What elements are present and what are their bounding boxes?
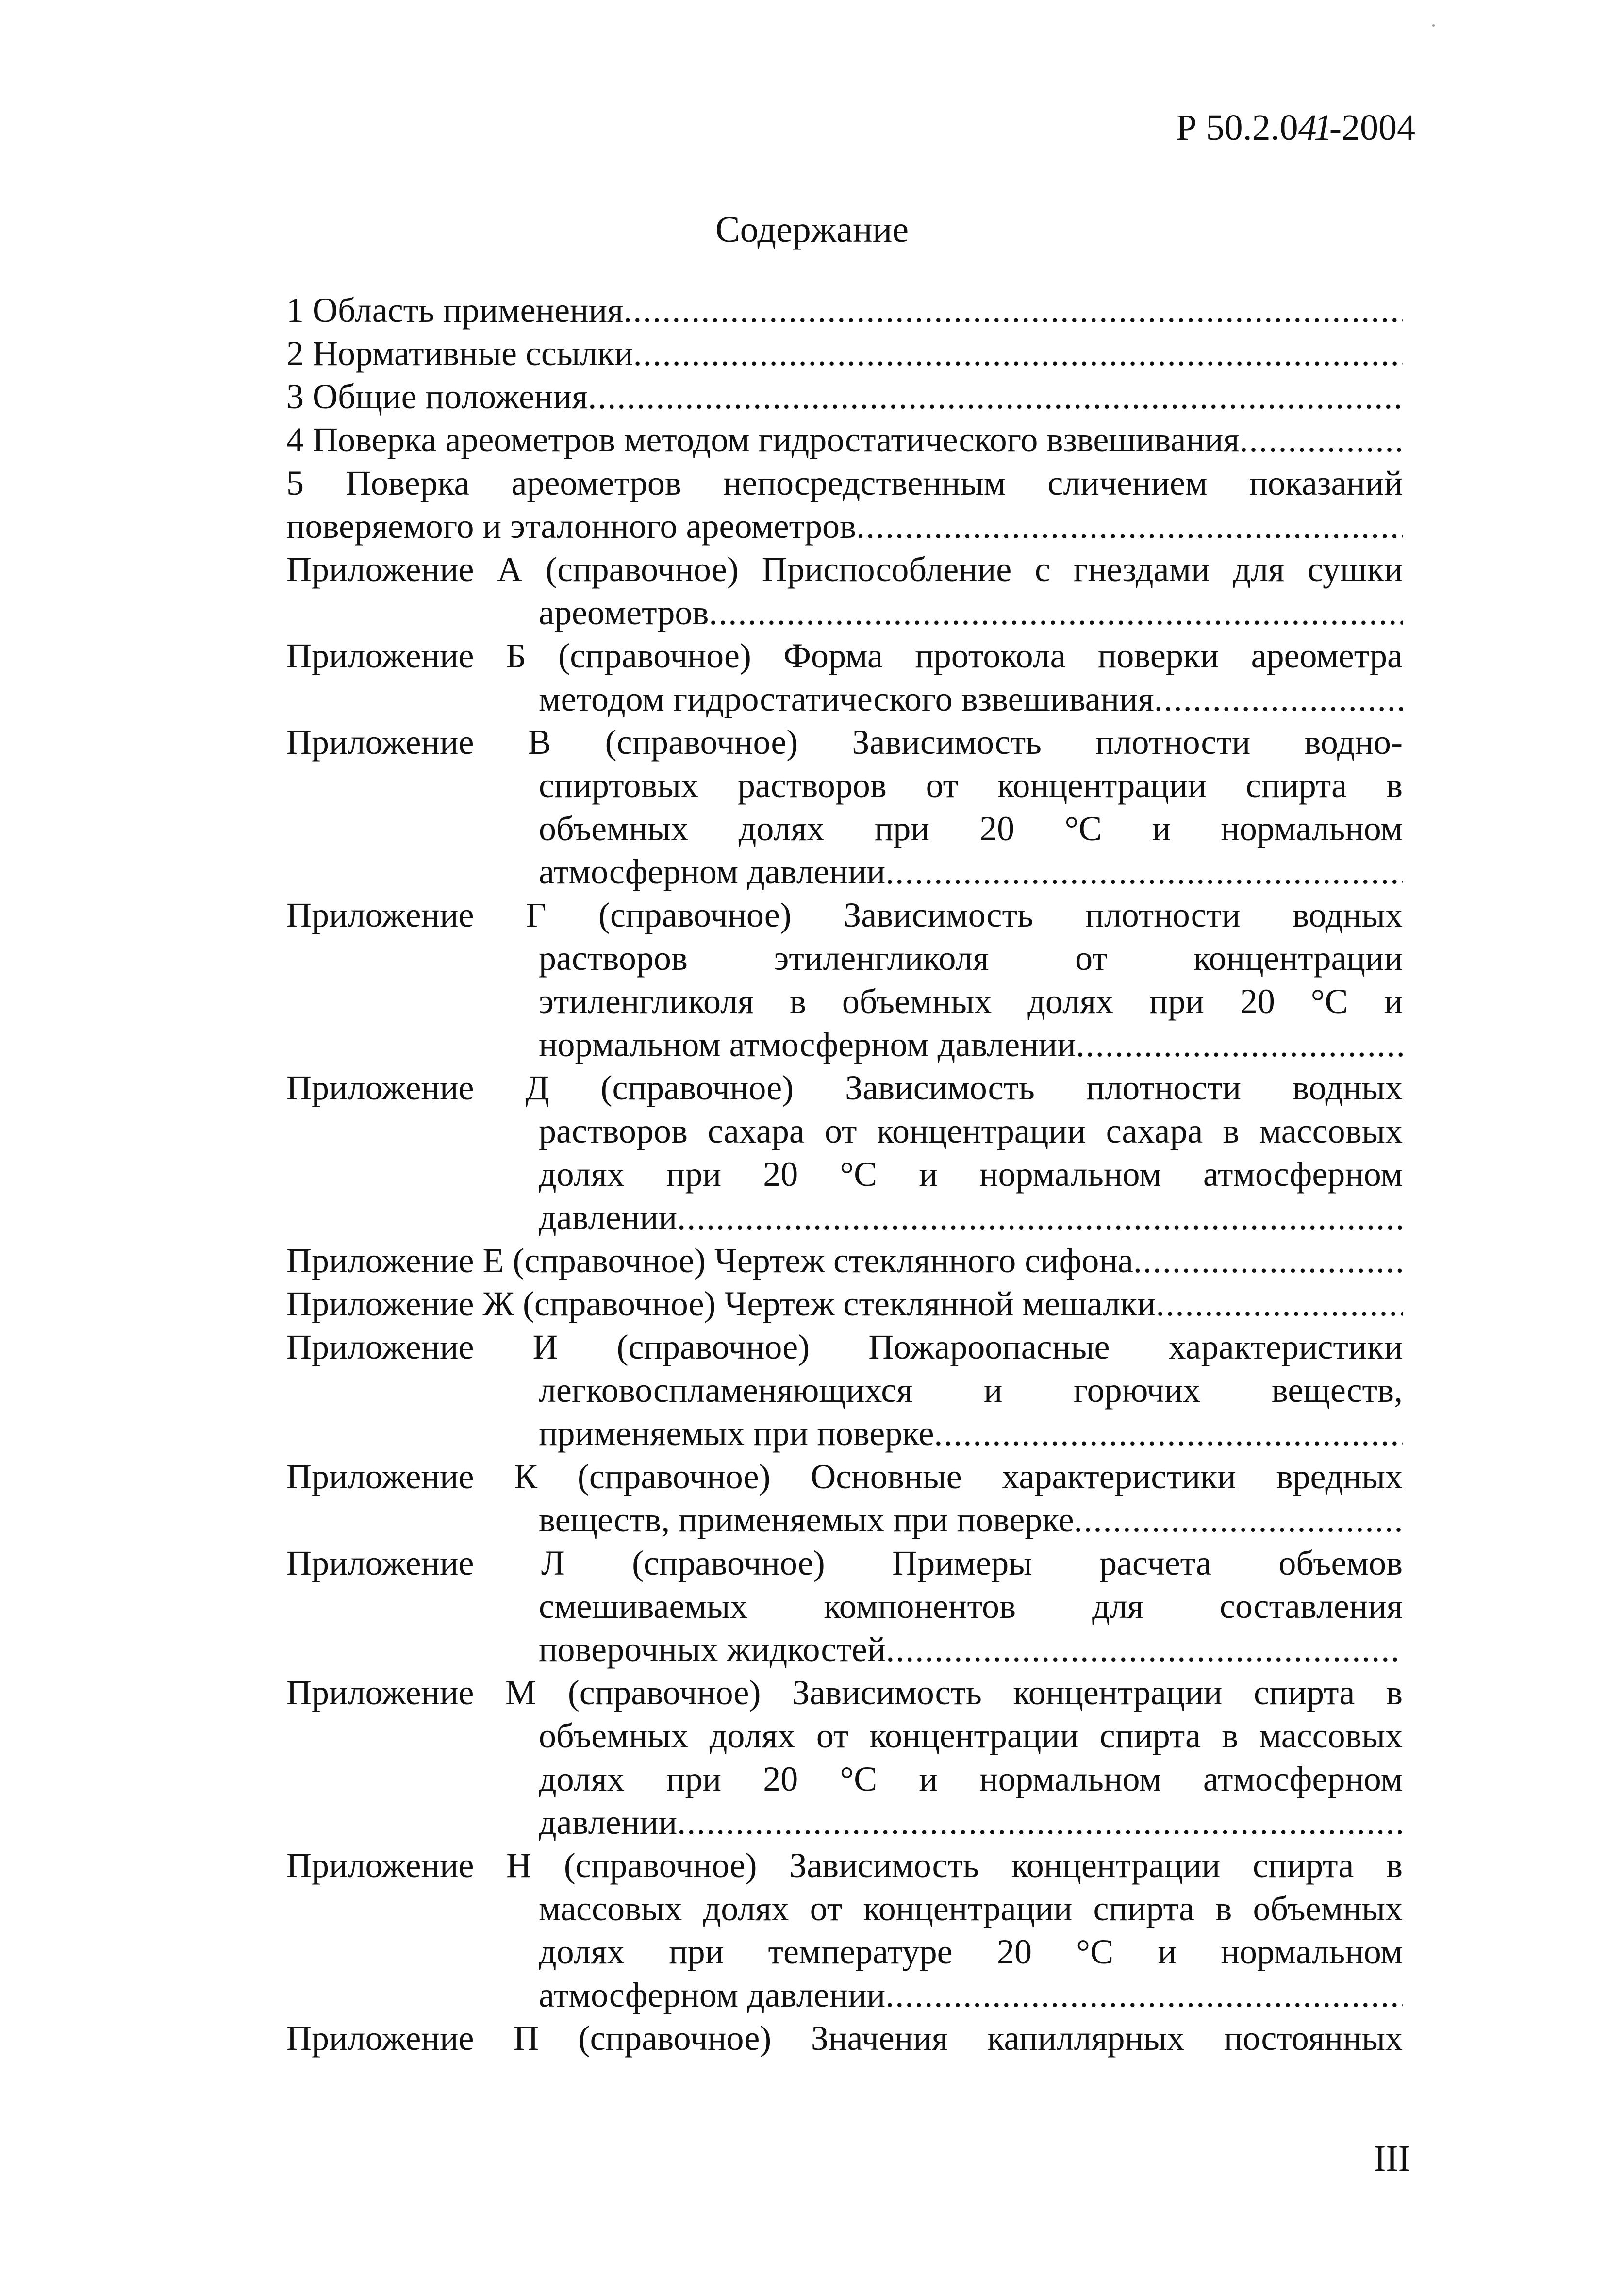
toc-entry-line: давлении (539, 1198, 678, 1237)
scan-speck (1432, 24, 1435, 27)
toc-entry-line: долях при 20 °С и нормальном атмосферном (539, 1760, 1403, 1798)
toc-entry-line: объемных долях от концентрации спирта в массовых (539, 1716, 1403, 1755)
dot-leader (1074, 1498, 1403, 1542)
dot-leader (623, 289, 1403, 332)
toc-entry-line: методом гидростатического взвешивания (539, 680, 1154, 718)
toc-appendix-l[interactable] (286, 1542, 1403, 1671)
toc-entry-line: Приложение Н (справочное) Зависимость концентрации спирта в (286, 1846, 1403, 1885)
document-code-prefix: Р 50.2.0 (1176, 107, 1298, 148)
dot-leader (1240, 418, 1403, 462)
toc-entry-line: Приложение А (справочное) Приспособление с гнездами для сушки (286, 550, 1403, 589)
toc-appendix-i[interactable] (286, 1326, 1403, 1455)
dot-leader (633, 332, 1403, 375)
toc-entry-line: спиртовых растворов от концентрации спирта в (539, 766, 1403, 805)
dot-leader (1154, 678, 1403, 721)
toc-entry-4[interactable] (286, 418, 1403, 462)
toc-appendix-v[interactable] (286, 721, 1403, 894)
dot-leader (856, 505, 1403, 548)
toc-entry-line: Приложение Б (справочное) Форма протокола поверки ареометра (286, 636, 1403, 675)
toc-appendix-g[interactable] (286, 894, 1403, 1066)
toc-entry-1[interactable] (286, 289, 1403, 332)
toc-entry-text: Приложение Е (справочное) Чертеж стеклянного сифона (286, 1241, 1133, 1280)
toc-entry-line: Приложение Д (справочное) Зависимость плотности водных (286, 1068, 1403, 1107)
toc-appendix-e[interactable] (286, 1239, 1403, 1282)
toc-entry-line: нормальном атмосферном давлении (539, 1025, 1076, 1064)
document-code-suffix: -2004 (1329, 107, 1415, 148)
toc-entry-3[interactable] (286, 375, 1403, 418)
toc-entry-line: атмосферном давлении (539, 1976, 886, 2014)
toc-entry-line: Приложение И (справочное) Пожароопасные характеристики (286, 1328, 1403, 1366)
toc-entry-line: смешиваемых компонентов для составления (539, 1587, 1403, 1626)
toc-appendix-a[interactable] (286, 548, 1403, 634)
toc-entry-line: Приложение М (справочное) Зависимость концентрации спирта в (286, 1673, 1403, 1712)
toc-entry-line: поверочных жидкостей (539, 1630, 886, 1669)
toc-entry-line: легковоспламеняющихся и горючих веществ, (539, 1371, 1403, 1410)
handwritten-number: 41 (1298, 107, 1329, 148)
toc-entry-line: Приложение Г (справочное) Зависимость плотности водных (286, 896, 1403, 934)
toc-entry-line: Приложение Л (справочное) Примеры расчета объемов (286, 1544, 1403, 1582)
toc-entry-line: долях при температуре 20 °С и нормальном (539, 1932, 1403, 1971)
toc-appendix-b[interactable] (286, 634, 1403, 721)
dot-leader (709, 591, 1403, 634)
toc-entry-line: давлении (539, 1803, 678, 1842)
dot-leader (677, 1801, 1403, 1844)
toc-entry-line: ареометров (539, 593, 709, 632)
toc-appendix-p[interactable] (286, 2017, 1403, 2060)
table-of-contents (286, 289, 1403, 2060)
toc-appendix-zh[interactable] (286, 1282, 1403, 1326)
dot-leader (885, 850, 1403, 894)
toc-entry-line: 5 Поверка ареометров непосредственным сличением показаний (286, 464, 1403, 502)
toc-entry-text: 3 Общие положения (286, 377, 588, 416)
toc-entry-text: 4 Поверка ареометров методом гидростатического взвешивания (286, 420, 1240, 459)
dot-leader (677, 1196, 1403, 1239)
toc-entry-line: растворов сахара от концентрации сахара в массовых (539, 1112, 1403, 1150)
toc-title: Содержание (715, 209, 909, 250)
dot-leader (1156, 1282, 1403, 1326)
toc-entry-line: Приложение П (справочное) Значения капиллярных постоянных (286, 2019, 1403, 2058)
toc-entry-5[interactable] (286, 462, 1403, 548)
toc-appendix-n[interactable] (286, 1844, 1403, 2017)
toc-entry-line: этиленгликоля в объемных долях при 20 °С и (539, 982, 1403, 1021)
toc-entry-text: Приложение Ж (справочное) Чертеж стеклянной мешалки (286, 1284, 1156, 1323)
page-number: III (1374, 2138, 1410, 2179)
toc-appendix-k[interactable] (286, 1455, 1403, 1542)
toc-entry-line: веществ, применяемых при поверке (539, 1500, 1074, 1539)
toc-entry-text: 2 Нормативные ссылки (286, 334, 633, 373)
toc-entry-2[interactable] (286, 332, 1403, 375)
toc-entry-line: массовых долях от концентрации спирта в объемных (539, 1889, 1403, 1928)
toc-entry-line: Приложение В (справочное) Зависимость плотности водно- (286, 723, 1403, 762)
toc-entry-line: объемных долях при 20 °С и нормальном (539, 809, 1403, 848)
dot-leader (1133, 1239, 1403, 1282)
toc-entry-line: растворов этиленгликоля от концентрации (539, 939, 1403, 978)
toc-appendix-m[interactable] (286, 1671, 1403, 1844)
dot-leader (1076, 1023, 1403, 1066)
toc-entry-line: атмосферном давлении (539, 852, 886, 891)
toc-entry-line: долях при 20 °С и нормальном атмосферном (539, 1155, 1403, 1194)
dot-leader (886, 1628, 1403, 1671)
toc-entry-line: поверяемого и эталонного ареометров (286, 507, 856, 546)
toc-entry-text: 1 Область применения (286, 291, 624, 330)
toc-entry-line: применяемых при поверке (539, 1414, 934, 1453)
dot-leader (934, 1412, 1403, 1455)
document-code (1176, 107, 1415, 149)
toc-appendix-d[interactable] (286, 1066, 1403, 1239)
dot-leader (588, 375, 1403, 418)
toc-entry-line: Приложение К (справочное) Основные характеристики вредных (286, 1457, 1403, 1496)
dot-leader (885, 1974, 1403, 2017)
